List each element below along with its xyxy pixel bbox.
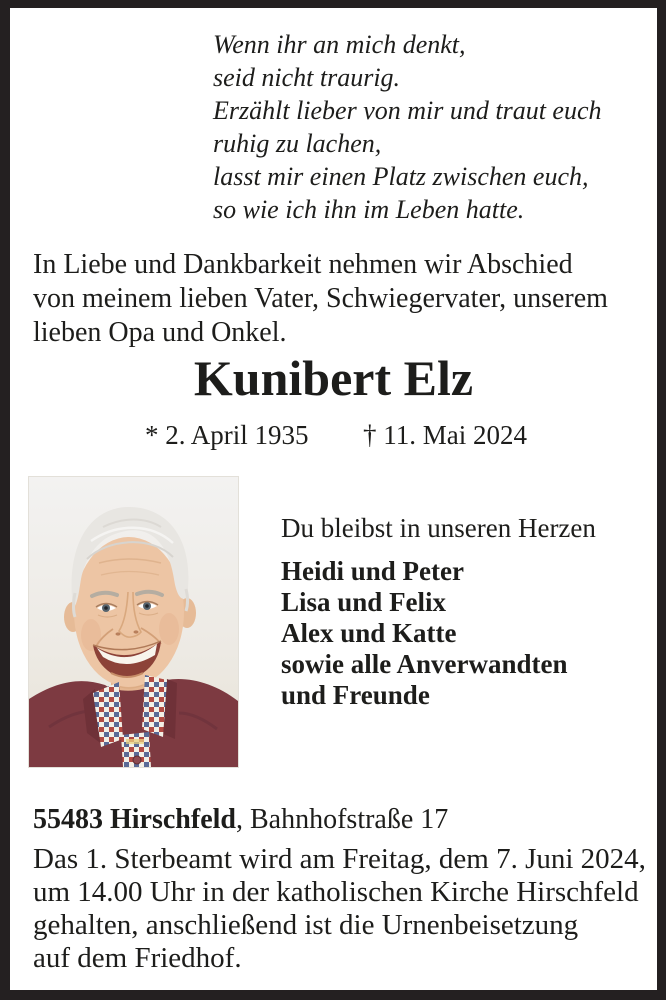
service-line: gehalten, anschließend ist die Urnenbeisetzung xyxy=(33,909,579,941)
death-date: † 11. Mai 2024 xyxy=(363,420,527,450)
intro-line: In Liebe und Dankbarkeit nehmen wir Abschied xyxy=(33,249,573,280)
memorial-poem xyxy=(213,28,602,226)
intro-line: von meinem lieben Vater, Schwiegervater, unserem xyxy=(33,283,608,314)
intro-line: lieben Opa und Onkel. xyxy=(33,317,287,348)
obituary-card xyxy=(10,8,657,990)
poem-line: seid nicht traurig. xyxy=(213,63,401,92)
service-line: auf dem Friedhof. xyxy=(33,942,242,974)
mourner-line: Alex und Katte xyxy=(281,618,457,648)
intro-text xyxy=(33,248,608,350)
poem-line: ruhig zu lachen, xyxy=(213,129,382,158)
address-street: , Bahnhofstraße 17 xyxy=(236,804,449,835)
poem-line: lasst mir einen Platz zwischen euch, xyxy=(213,162,589,191)
mourners-list xyxy=(281,556,568,711)
address-line xyxy=(33,803,448,837)
tribute-line: Du bleibst in unseren Herzen xyxy=(281,513,596,543)
poem-line: Erzählt lieber von mir und traut euch xyxy=(213,96,602,125)
mourner-line: und Freunde xyxy=(281,680,430,710)
service-info xyxy=(33,843,646,975)
deceased-photo xyxy=(29,477,238,767)
mourner-line: Lisa und Felix xyxy=(281,587,447,617)
birth-date: * 2. April 1935 xyxy=(145,420,309,450)
deceased-name: Kunibert Elz xyxy=(193,350,474,406)
address-city: 55483 Hirschfeld xyxy=(33,804,236,835)
service-line: um 14.00 Uhr in der katholischen Kirche Hirschfeld xyxy=(33,876,639,908)
mourner-line: sowie alle Anverwandten xyxy=(281,649,568,679)
mourner-line: Heidi und Peter xyxy=(281,556,464,586)
life-dates xyxy=(10,418,657,452)
poem-line: so wie ich ihn im Leben hatte. xyxy=(213,195,525,224)
poem-line: Wenn ihr an mich denkt, xyxy=(213,30,466,59)
service-line: Das 1. Sterbeamt wird am Freitag, dem 7. Juni 2024, xyxy=(33,843,646,875)
